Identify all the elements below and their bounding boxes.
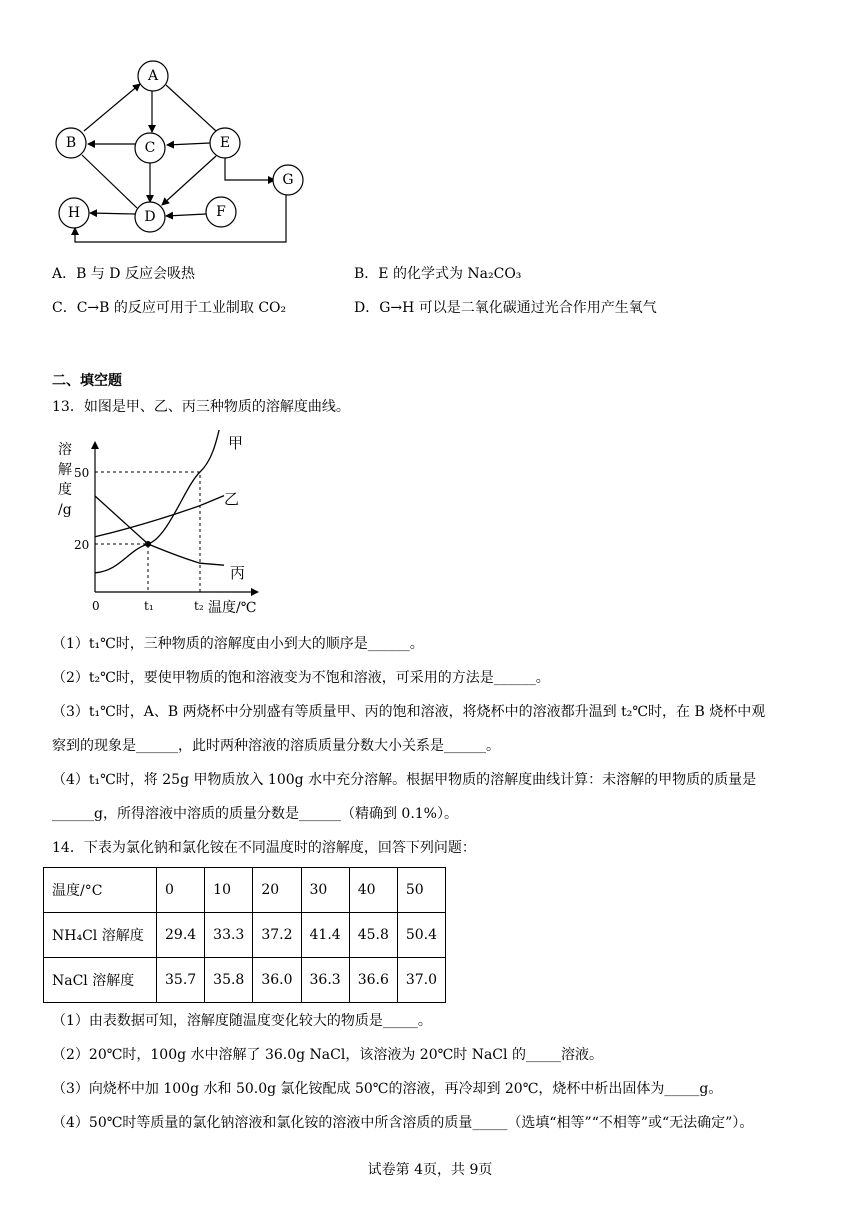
y-tick-label: 20 <box>74 538 90 552</box>
table-cell: 37.0 <box>397 958 445 1003</box>
node-h-label: H <box>67 205 81 221</box>
option-b: B．E 的化学式为 Na₂CO₃ <box>354 266 522 282</box>
curve-jia <box>95 430 222 573</box>
q14-part2: （2）20℃时，100g 水中溶解了 36.0g NaCl，该溶液为 20℃时 NaCl 的_____溶液。 <box>52 1047 603 1063</box>
line-b-d <box>82 155 137 208</box>
node-c-label: C <box>144 140 156 156</box>
y-axis-label: 溶 <box>58 442 72 458</box>
node-b-label: B <box>65 135 77 151</box>
table-cell: 36.3 <box>301 958 349 1003</box>
q13-part4-line1: （4）t₁℃时，将 25g 甲物质放入 100g 水中充分溶解。根据甲物质的溶解度曲线计算：未溶解的甲物质的质量是 <box>52 772 757 788</box>
node-f-label: F <box>216 204 226 220</box>
x-axis-label: 温度/℃ <box>208 600 257 616</box>
q13-part3-line2: 察到的现象是______，此时两种溶液的溶质质量分数大小关系是______。 <box>52 738 500 754</box>
option-d: D．G→H 可以是二氧化碳通过光合作用产生氧气 <box>354 300 657 316</box>
arrow-e-to-d <box>162 156 216 205</box>
y-axis-label: 解 <box>58 462 72 478</box>
curve-bing <box>95 496 224 565</box>
arrow-g-to-h <box>75 194 286 242</box>
series-label-jia: 甲 <box>228 434 244 452</box>
page-footer: 试卷第 4页，共 9页 <box>367 1162 493 1178</box>
table-header-row <box>44 868 446 913</box>
node-e-label: E <box>219 135 231 151</box>
arrow-d-to-h <box>90 213 135 214</box>
table-row-label: NaCl 溶解度 <box>44 958 157 1003</box>
node-g-label: G <box>282 172 294 188</box>
table-row-label: 温度/°C <box>44 868 157 913</box>
y-axis-label: /g <box>58 502 72 518</box>
solubility-table <box>43 867 446 1003</box>
x-tick-label: t₁ <box>144 599 154 613</box>
q13-part1: （1）t₁℃时，三种物质的溶解度由小到大的顺序是______。 <box>52 636 424 652</box>
series-label-bing: 丙 <box>230 564 246 582</box>
table-cell: 45.8 <box>349 913 397 958</box>
arrow-e-to-c <box>167 143 210 145</box>
table-cell: 30 <box>301 868 349 913</box>
option-c: C．C→B 的反应可用于工业制取 CO₂ <box>52 300 287 316</box>
intersection-point <box>145 541 151 547</box>
guide-t1-20 <box>95 544 148 592</box>
q13-part4-line2: ______g，所得溶液中溶质的质量分数是______（精确到 0.1%）。 <box>52 806 458 822</box>
table-row <box>44 958 446 1003</box>
q14-part4: （4）50℃时等质量的氯化钠溶液和氯化铵的溶液中所含溶质的质量_____（选填“相等”“不相等”或“无法确定”）。 <box>52 1115 754 1131</box>
arrow-e-to-g <box>225 158 275 180</box>
table-cell: 50.4 <box>397 913 445 958</box>
q14-stem: 14．下表为氯化钠和氯化铵在不同温度时的溶解度，回答下列问题： <box>52 840 476 856</box>
origin-label: 0 <box>92 599 100 613</box>
option-a: A．B 与 D 反应会吸热 <box>52 266 195 282</box>
table-cell: 37.2 <box>253 913 301 958</box>
arrow-f-to-d <box>166 214 206 216</box>
reaction-network-diagram <box>0 0 330 250</box>
table-cell: 29.4 <box>157 913 205 958</box>
y-tick-label: 50 <box>74 466 90 480</box>
solubility-curve-chart <box>52 430 272 620</box>
y-axis-label: 度 <box>58 482 72 498</box>
table-cell: 35.7 <box>157 958 205 1003</box>
table-cell: 36.6 <box>349 958 397 1003</box>
series-label-yi: 乙 <box>224 490 240 508</box>
line-a-e <box>166 85 216 131</box>
table-cell: 0 <box>157 868 205 913</box>
section-title: 二、填空题 <box>52 373 122 389</box>
table-cell: 20 <box>253 868 301 913</box>
q14-part3: （3）向烧杯中加 100g 水和 50.0g 氯化铵配成 50℃的溶液，再冷却到 20℃，烧杯中析出固体为_____g。 <box>52 1081 723 1097</box>
table-cell: 41.4 <box>301 913 349 958</box>
q13-part3-line1: （3）t₁℃时，A、B 两烧杯中分别盛有等质量甲、丙的饱和溶液，将烧杯中的溶液都升温到 t₂℃时，在 B 烧杯中观 <box>52 704 766 720</box>
q14-part1: （1）由表数据可知，溶解度随温度变化较大的物质是_____。 <box>52 1013 432 1029</box>
node-a-label: A <box>147 68 159 84</box>
table-cell: 40 <box>349 868 397 913</box>
table-cell: 33.3 <box>205 913 253 958</box>
table-cell: 35.8 <box>205 958 253 1003</box>
guide-t2-50 <box>95 472 200 592</box>
table-cell: 50 <box>397 868 445 913</box>
table-row <box>44 913 446 958</box>
node-d-label: D <box>144 209 156 225</box>
table-cell: 36.0 <box>253 958 301 1003</box>
curve-yi <box>95 496 224 537</box>
x-tick-label: t₂ <box>194 599 204 613</box>
q13-stem: 13．如图是甲、乙、丙三种物质的溶解度曲线。 <box>52 399 350 415</box>
q13-part2: （2）t₂℃时，要使甲物质的饱和溶液变为不饱和溶液，可采用的方法是______。 <box>52 670 550 686</box>
table-cell: 10 <box>205 868 253 913</box>
arrow-b-to-a <box>84 84 140 131</box>
table-row-label: NH₄Cl 溶解度 <box>44 913 157 958</box>
